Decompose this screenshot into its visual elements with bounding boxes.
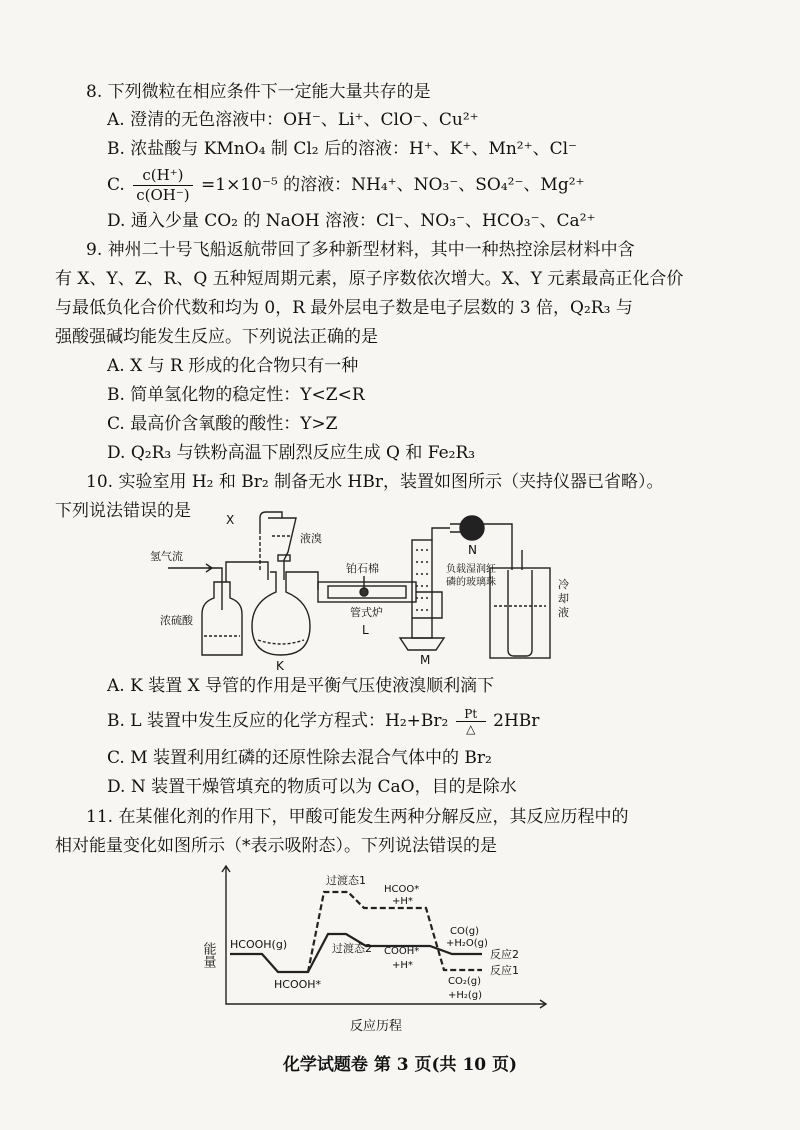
label-m: M bbox=[420, 653, 431, 667]
q8-option-c bbox=[107, 166, 585, 205]
apparatus-diagram bbox=[150, 510, 610, 680]
q9-stem-line2: 有 X、Y、Z、R、Q 五种短周期元素，原子序数依次增大。X、Y 元素最高正化合价 bbox=[55, 269, 684, 289]
wash-bottle-inlet-tube bbox=[208, 568, 222, 610]
x-pressure-tube bbox=[260, 512, 282, 530]
drying-tube-n bbox=[460, 516, 484, 540]
label-x: X bbox=[226, 513, 235, 527]
label-cooh-adsorbed: COOH* bbox=[384, 946, 420, 957]
label-platinum-asbestos: 铂石棉 bbox=[346, 562, 379, 575]
q10-option-d: D. N 装置干燥管填充的物质可以为 CaO，目的是除水 bbox=[107, 777, 517, 797]
label-transition-state-1: 过渡态1 bbox=[326, 874, 366, 887]
column-m bbox=[412, 540, 432, 638]
label-k: K bbox=[276, 659, 284, 673]
label-l: L bbox=[362, 623, 369, 637]
platinum-asbestos bbox=[360, 588, 368, 596]
q9-option-d: D. Q₂R₃ 与铁粉高温下剧烈反应生成 Q 和 Fe₂R₃ bbox=[107, 443, 476, 463]
q8-option-c-prefix: C. bbox=[107, 175, 125, 195]
flask-liquid bbox=[258, 640, 304, 644]
q9-stem-line4: 强酸强碱均能发生反应。下列说法正确的是 bbox=[55, 327, 378, 347]
label-coolant-1: 冷 bbox=[558, 578, 569, 591]
q8-option-a: A. 澄清的无色溶液中：OH⁻、Li⁺、ClO⁻、Cu²⁺ bbox=[107, 110, 479, 130]
q8-option-c-denominator: c(OH⁻) bbox=[136, 186, 190, 204]
q10-option-b-prefix: B. L 装置中发生反应的化学方程式：H₂+Br₂ bbox=[107, 711, 449, 731]
q11-stem-line1: 11. 在某催化剂的作用下，甲酸可能发生两种分解反应，其反应历程中的 bbox=[86, 807, 629, 827]
round-bottom-flask-k bbox=[252, 572, 310, 655]
q9-stem-line1: 9. 神州二十号飞船返航带回了多种新型材料，其中一种热控涂层材料中含 bbox=[86, 240, 635, 260]
tube-to-furnace bbox=[292, 572, 318, 590]
label-h2-stream: 氢气流 bbox=[150, 550, 183, 563]
dropping-funnel bbox=[268, 518, 296, 580]
q10-stem-line2: 下列说法错误的是 bbox=[55, 501, 191, 521]
label-reaction-1: 反应1 bbox=[490, 964, 519, 977]
glass-beads bbox=[416, 550, 428, 610]
label-coolant-3: 液 bbox=[558, 606, 569, 619]
collection-tube bbox=[508, 570, 532, 656]
heat-symbol: △ bbox=[466, 722, 476, 736]
q8-option-c-rest: =1×10⁻⁵ 的溶液：NH₄⁺、NO₃⁻、SO₄²⁻、Mg²⁺ bbox=[201, 175, 585, 195]
q8-option-d: D. 通入少量 CO₂ 的 NaOH 溶液：Cl⁻、NO₃⁻、HCO₃⁻、Ca²⁺ bbox=[107, 211, 596, 231]
wash-bottle-outlet-tube bbox=[226, 562, 268, 582]
tube-to-n bbox=[432, 528, 450, 540]
label-hcooh-gas: HCOOH(g) bbox=[230, 938, 288, 951]
label-liquid-bromine: 液溴 bbox=[300, 532, 322, 545]
q8-stem: 8. 下列微粒在相应条件下一定能大量共存的是 bbox=[86, 82, 431, 102]
column-base bbox=[400, 638, 444, 650]
x-axis-label: 反应历程 bbox=[350, 1019, 403, 1034]
q10-option-b bbox=[107, 708, 539, 735]
reaction-condition bbox=[456, 708, 486, 735]
q10-option-c: C. M 装置利用红磷的还原性除去混合气体中的 Br₂ bbox=[107, 748, 492, 768]
label-cooh-h: +H* bbox=[392, 960, 413, 971]
q10-stem-line1: 10. 实验室用 H₂ 和 Br₂ 制备无水 HBr，装置如图所示（夹持仪器已省略）。 bbox=[86, 472, 664, 492]
energy-profile-diagram bbox=[200, 862, 560, 1037]
q9-option-b: B. 简单氢化物的稳定性：Y<Z<R bbox=[107, 385, 365, 405]
label-hcoo-adsorbed: HCOO* bbox=[384, 884, 420, 895]
label-coolant-2: 却 bbox=[558, 592, 569, 605]
label-h2-gas: +H₂(g) bbox=[448, 990, 483, 1001]
y-axis-label: 能量 bbox=[200, 942, 216, 968]
catalyst-label: Pt bbox=[464, 707, 478, 721]
label-n: N bbox=[468, 543, 477, 557]
q11-stem-line2: 相对能量变化如图所示（*表示吸附态）。下列说法错误的是 bbox=[55, 836, 497, 856]
label-sulfuric-acid: 浓硫酸 bbox=[160, 614, 193, 627]
cooling-bath bbox=[490, 568, 550, 658]
q8-option-b: B. 浓盐酸与 KMnO₄ 制 Cl₂ 后的溶液：H⁺、K⁺、Mn²⁺、Cl⁻ bbox=[107, 139, 578, 159]
page-footer: 化学试题卷 第 3 页(共 10 页) bbox=[282, 1055, 518, 1075]
q9-option-c: C. 最高价含氧酸的酸性：Y>Z bbox=[107, 414, 338, 434]
label-beads-line2: 磷的玻璃珠 bbox=[446, 577, 496, 588]
drying-tube-neck bbox=[450, 524, 460, 532]
label-tube-furnace: 管式炉 bbox=[350, 606, 383, 619]
q9-option-a: A. X 与 R 形成的化合物只有一种 bbox=[107, 356, 359, 376]
label-co-gas: CO(g) bbox=[450, 926, 480, 937]
label-co2-gas: CO₂(g) bbox=[448, 976, 482, 987]
label-beads-line1: 负载湿润红 bbox=[446, 564, 496, 575]
label-h2o-gas: +H₂O(g) bbox=[446, 938, 488, 949]
q8-option-c-numerator: c(H⁺) bbox=[133, 166, 192, 186]
label-reaction-2: 反应2 bbox=[490, 948, 519, 961]
q10-option-b-suffix: 2HBr bbox=[493, 711, 540, 731]
q9-stem-line3: 与最低负化合价代数和均为 0，R 最外层电子数是电子层数的 3 倍，Q₂R₃ 与 bbox=[55, 298, 633, 318]
q10-option-a: A. K 装置 X 导管的作用是平衡气压使液溴顺利滴下 bbox=[107, 676, 495, 696]
label-transition-state-2: 过渡态2 bbox=[332, 942, 372, 955]
q8-option-c-fraction bbox=[133, 166, 192, 205]
label-hcooh-adsorbed: HCOOH* bbox=[274, 978, 322, 991]
label-hcoo-h: +H* bbox=[392, 896, 413, 907]
